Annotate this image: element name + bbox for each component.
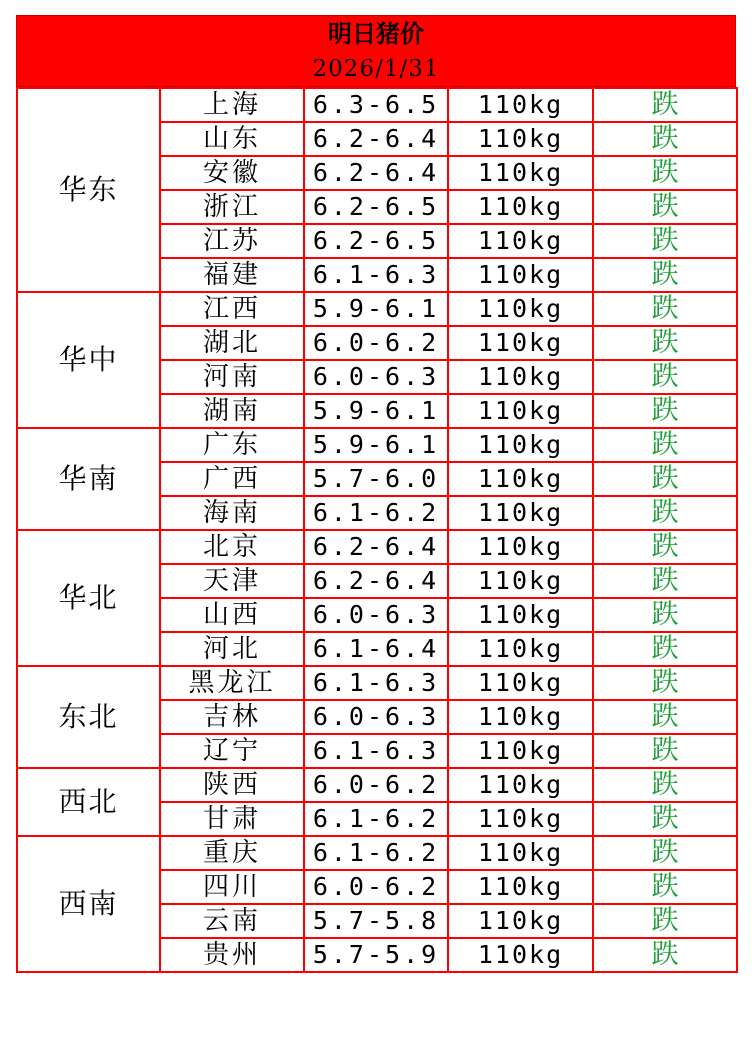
trend-cell: 跌	[593, 666, 737, 700]
weight-cell: 110kg	[448, 564, 593, 598]
page-title: 明日猪价	[328, 19, 424, 48]
province-cell: 四川	[160, 870, 304, 904]
table-header	[16, 15, 736, 87]
province-cell: 天津	[160, 564, 304, 598]
province-cell: 云南	[160, 904, 304, 938]
province-cell: 陕西	[160, 768, 304, 802]
price-cell: 6.1-6.2	[304, 836, 448, 870]
trend-cell: 跌	[593, 734, 737, 768]
price-cell: 5.9-6.1	[304, 428, 448, 462]
province-cell: 河北	[160, 632, 304, 666]
trend-cell: 跌	[593, 870, 737, 904]
weight-cell: 110kg	[448, 734, 593, 768]
province-cell: 湖南	[160, 394, 304, 428]
trend-cell: 跌	[593, 632, 737, 666]
trend-cell: 跌	[593, 428, 737, 462]
province-cell: 海南	[160, 496, 304, 530]
price-sheet	[16, 15, 736, 973]
weight-cell: 110kg	[448, 768, 593, 802]
province-cell: 辽宁	[160, 734, 304, 768]
price-cell: 6.2-6.4	[304, 564, 448, 598]
region-cell: 西南	[17, 836, 160, 972]
trend-cell: 跌	[593, 462, 737, 496]
region-cell: 东北	[17, 666, 160, 768]
province-cell: 贵州	[160, 938, 304, 972]
weight-cell: 110kg	[448, 530, 593, 564]
price-cell: 6.3-6.5	[304, 88, 448, 122]
trend-cell: 跌	[593, 326, 737, 360]
weight-cell: 110kg	[448, 904, 593, 938]
region-cell: 西北	[17, 768, 160, 836]
price-cell: 6.2-6.4	[304, 156, 448, 190]
province-cell: 重庆	[160, 836, 304, 870]
province-cell: 广东	[160, 428, 304, 462]
province-cell: 广西	[160, 462, 304, 496]
trend-cell: 跌	[593, 938, 737, 972]
price-cell: 6.1-6.3	[304, 734, 448, 768]
province-cell: 黑龙江	[160, 666, 304, 700]
price-cell: 6.1-6.3	[304, 666, 448, 700]
table-row	[17, 768, 737, 802]
province-cell: 福建	[160, 258, 304, 292]
trend-cell: 跌	[593, 530, 737, 564]
table-row	[17, 666, 737, 700]
weight-cell: 110kg	[448, 598, 593, 632]
weight-cell: 110kg	[448, 190, 593, 224]
trend-cell: 跌	[593, 224, 737, 258]
province-cell: 安徽	[160, 156, 304, 190]
weight-cell: 110kg	[448, 428, 593, 462]
weight-cell: 110kg	[448, 122, 593, 156]
trend-cell: 跌	[593, 904, 737, 938]
weight-cell: 110kg	[448, 496, 593, 530]
weight-cell: 110kg	[448, 326, 593, 360]
trend-cell: 跌	[593, 156, 737, 190]
price-cell: 6.0-6.2	[304, 870, 448, 904]
trend-cell: 跌	[593, 836, 737, 870]
weight-cell: 110kg	[448, 700, 593, 734]
price-cell: 5.7-6.0	[304, 462, 448, 496]
province-cell: 江西	[160, 292, 304, 326]
trend-cell: 跌	[593, 88, 737, 122]
trend-cell: 跌	[593, 700, 737, 734]
province-cell: 北京	[160, 530, 304, 564]
weight-cell: 110kg	[448, 938, 593, 972]
table-row	[17, 428, 737, 462]
trend-cell: 跌	[593, 394, 737, 428]
price-cell: 5.9-6.1	[304, 394, 448, 428]
price-cell: 6.2-6.4	[304, 530, 448, 564]
price-cell: 6.2-6.4	[304, 122, 448, 156]
table-row	[17, 836, 737, 870]
region-cell: 华中	[17, 292, 160, 428]
price-cell: 5.7-5.9	[304, 938, 448, 972]
province-cell: 吉林	[160, 700, 304, 734]
province-cell: 浙江	[160, 190, 304, 224]
table-row	[17, 292, 737, 326]
region-cell: 华北	[17, 530, 160, 666]
weight-cell: 110kg	[448, 292, 593, 326]
price-cell: 6.1-6.2	[304, 802, 448, 836]
price-cell: 6.2-6.5	[304, 190, 448, 224]
province-cell: 山西	[160, 598, 304, 632]
weight-cell: 110kg	[448, 224, 593, 258]
table-row	[17, 530, 737, 564]
price-cell: 6.0-6.3	[304, 700, 448, 734]
trend-cell: 跌	[593, 122, 737, 156]
weight-cell: 110kg	[448, 88, 593, 122]
trend-cell: 跌	[593, 564, 737, 598]
price-cell: 6.0-6.3	[304, 360, 448, 394]
weight-cell: 110kg	[448, 802, 593, 836]
region-cell: 华南	[17, 428, 160, 530]
weight-cell: 110kg	[448, 870, 593, 904]
price-cell: 6.1-6.4	[304, 632, 448, 666]
price-cell: 6.0-6.2	[304, 768, 448, 802]
price-cell: 5.9-6.1	[304, 292, 448, 326]
weight-cell: 110kg	[448, 632, 593, 666]
weight-cell: 110kg	[448, 666, 593, 700]
province-cell: 上海	[160, 88, 304, 122]
trend-cell: 跌	[593, 292, 737, 326]
price-cell: 6.2-6.5	[304, 224, 448, 258]
weight-cell: 110kg	[448, 360, 593, 394]
weight-cell: 110kg	[448, 462, 593, 496]
weight-cell: 110kg	[448, 156, 593, 190]
price-date: 2026/1/31	[312, 56, 440, 82]
trend-cell: 跌	[593, 802, 737, 836]
price-cell: 6.1-6.2	[304, 496, 448, 530]
province-cell: 河南	[160, 360, 304, 394]
price-table	[16, 87, 738, 973]
province-cell: 甘肃	[160, 802, 304, 836]
trend-cell: 跌	[593, 768, 737, 802]
table-row	[17, 88, 737, 122]
price-cell: 6.1-6.3	[304, 258, 448, 292]
trend-cell: 跌	[593, 190, 737, 224]
weight-cell: 110kg	[448, 258, 593, 292]
trend-cell: 跌	[593, 360, 737, 394]
price-cell: 6.0-6.3	[304, 598, 448, 632]
province-cell: 湖北	[160, 326, 304, 360]
weight-cell: 110kg	[448, 394, 593, 428]
province-cell: 山东	[160, 122, 304, 156]
trend-cell: 跌	[593, 496, 737, 530]
price-cell: 6.0-6.2	[304, 326, 448, 360]
weight-cell: 110kg	[448, 836, 593, 870]
province-cell: 江苏	[160, 224, 304, 258]
trend-cell: 跌	[593, 258, 737, 292]
price-cell: 5.7-5.8	[304, 904, 448, 938]
region-cell: 华东	[17, 88, 160, 292]
trend-cell: 跌	[593, 598, 737, 632]
